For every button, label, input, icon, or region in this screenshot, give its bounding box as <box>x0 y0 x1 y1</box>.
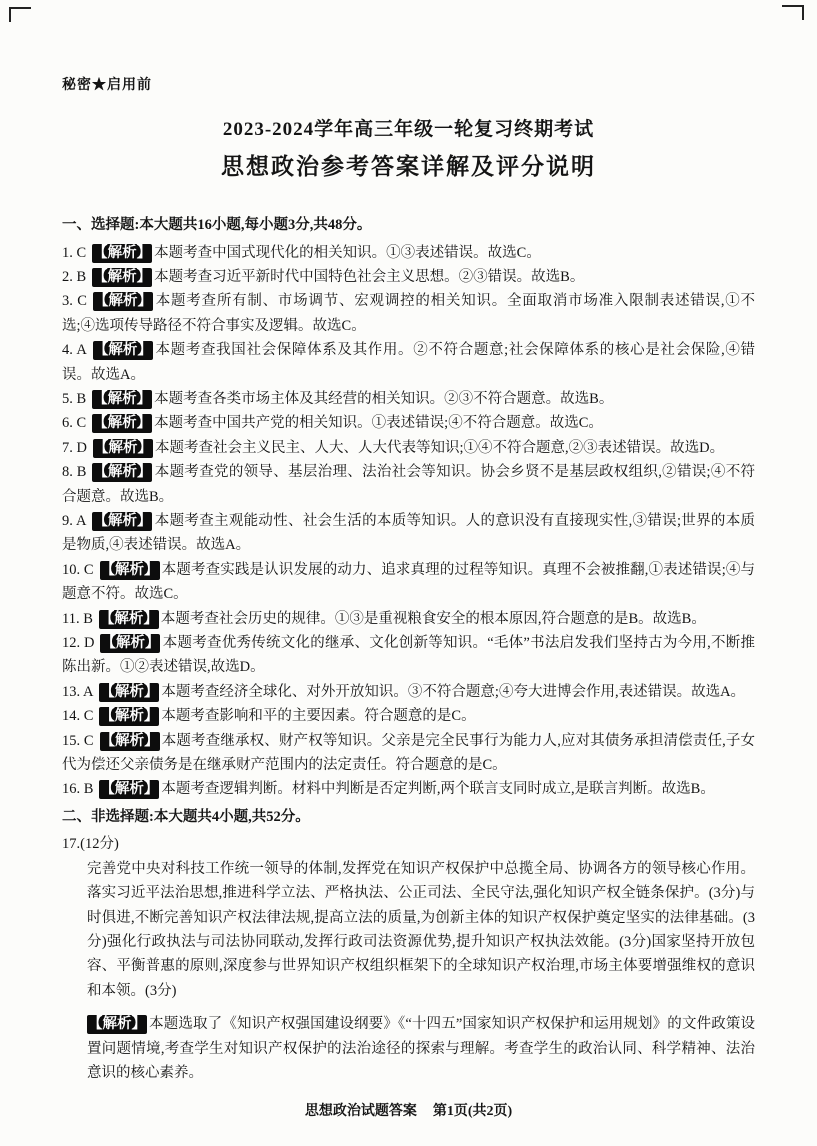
analysis-label: 【解析】 <box>93 342 152 359</box>
answer-number: 12. D <box>62 635 95 651</box>
answer-explanation: 本题考查逻辑判断。材料中判断是否定判断,两个联言支同时成立,是联言判断。故选B。 <box>161 781 715 798</box>
answer-number: 10. C <box>62 561 94 578</box>
answer-explanation: 本题考查党的领导、基层治理、法治社会等知识。协会乡贤不是基层政权组织,②错误;④不符合题意。故选B。 <box>62 464 755 505</box>
answer-item <box>62 777 755 801</box>
answer-number: 1. C <box>62 244 87 261</box>
answer-explanation: 本题考查中国共产党的相关知识。①表述错误;④不符合题意。故选C。 <box>154 415 603 432</box>
answer-number: 16. B <box>62 781 94 798</box>
footer-page-number: 第1页(共2页) <box>432 1104 513 1119</box>
question17-analysis-text: 本题选取了《知识产权强国建设纲要》《“十四五”国家知识产权保护和运用规划》的文件政策设置问题情境,考查学生对知识产权保护的法治途径的探索与理解。考查学生的政治认同、科学精神、法治意识的核心素养。 <box>87 1016 755 1081</box>
answer-explanation: 本题考查我国社会保障体系及其作用。②不符合题意;社会保障体系的核心是社会保险,④错误。故选A。 <box>62 342 756 383</box>
answer-number: 14. C <box>62 708 94 725</box>
answer-item <box>62 558 755 607</box>
answer-explanation: 本题考查主观能动性、社会生活的本质等知识。人的意识没有直接现实性,③错误;世界的本质是物质,④表述错误。故选A。 <box>62 512 755 554</box>
page-footer <box>0 1100 817 1120</box>
analysis-label: 【解析】 <box>93 244 152 261</box>
answer-number: 7. D <box>62 439 87 456</box>
answer-item <box>62 411 755 435</box>
analysis-label: 【解析】 <box>101 635 160 651</box>
analysis-label: 【解析】 <box>100 732 159 749</box>
crop-mark-top-left <box>9 7 31 22</box>
crop-mark-top-right <box>782 5 804 20</box>
question17-score: (12分) <box>80 836 119 853</box>
answer-number: 8. B <box>62 464 87 481</box>
answer-number: 9. A <box>62 512 87 529</box>
analysis-label: 【解析】 <box>100 561 159 578</box>
answer-explanation: 本题考查继承权、财产权等知识。父亲是完全民事行为能力人,应对其债务承担清偿责任,子女代为偿还父亲债务是在继承财产范围内的法定责任。符合题意的是C。 <box>62 732 756 774</box>
answer-item <box>62 631 755 680</box>
answer-explanation: 本题考查优秀传统文化的继承、文化创新等知识。“毛体”书法启发我们坚持古为今用,不断推陈出新。①②表述错误,故选D。 <box>62 635 755 676</box>
answer-item <box>62 387 755 411</box>
question17-analysis <box>87 1012 755 1085</box>
analysis-label: 【解析】 <box>100 781 159 798</box>
answer-explanation: 本题考查中国式现代化的相关知识。①③表述错误。故选C。 <box>154 244 541 261</box>
analysis-label: 【解析】 <box>93 464 152 481</box>
answer-explanation: 本题考查习近平新时代中国特色社会主义思想。②③错误。故选B。 <box>154 268 585 285</box>
analysis-label: 【解析】 <box>93 512 152 529</box>
answer-item <box>62 241 755 265</box>
analysis-label: 【解析】 <box>93 390 152 407</box>
answer-number: 6. C <box>62 415 87 432</box>
answer-explanation: 本题考查各类市场主体及其经营的相关知识。②③不符合题意。故选B。 <box>154 390 614 407</box>
question17-number: 17. <box>62 836 81 853</box>
section1-heading: 一、选择题:本大题共16小题,每小题3分,共48分。 <box>62 217 372 233</box>
answer-number: 2. B <box>62 268 87 285</box>
analysis-label: 【解析】 <box>93 439 152 456</box>
answer-item <box>62 338 755 387</box>
analysis-label: 【解析】 <box>99 610 158 627</box>
answer-item <box>62 436 755 460</box>
answer-explanation: 本题考查实践是认识发展的动力、追求真理的过程等知识。真理不会被推翻,①表述错误;④与题意不符。故选C。 <box>62 561 755 603</box>
analysis-label: 【解析】 <box>100 683 159 700</box>
answer-number: 15. C <box>62 732 94 749</box>
answer-key-title: 思想政治参考答案详解及评分说明 <box>221 154 596 179</box>
answer-number: 11. B <box>62 610 93 627</box>
answer-item <box>62 509 755 558</box>
classification-label: 秘密★启用前 <box>62 78 152 93</box>
footer-doc-title: 思想政治试题答案 <box>304 1104 417 1119</box>
analysis-label: 【解析】 <box>93 415 152 432</box>
answer-explanation: 本题考查所有制、市场调节、宏观调控的相关知识。全面取消市场准入限制表述错误,①不选;④选项传导路径不符合事实及逻辑。故选C。 <box>62 293 756 334</box>
analysis-label: 【解析】 <box>100 708 159 725</box>
exam-title: 2023-2024学年高三年级一轮复习终期考试 <box>222 119 595 140</box>
answer-item <box>62 704 755 728</box>
answer-item <box>62 607 755 631</box>
answer-explanation: 本题考查经济全球化、对外开放知识。③不符合题意;④夸大进博会作用,表述错误。故选A。 <box>161 683 746 700</box>
section2-heading: 二、非选择题:本大题共4小题,共52分。 <box>62 808 310 825</box>
answer-number: 5. B <box>62 390 87 407</box>
answer-number: 3. C <box>62 293 87 310</box>
answer-item <box>62 460 755 509</box>
answer-item <box>62 265 755 289</box>
analysis-label: 【解析】 <box>93 268 152 285</box>
answer-item <box>62 289 755 338</box>
answer-explanation: 本题考查影响和平的主要因素。符合题意的是C。 <box>161 708 476 725</box>
answer-explanation: 本题考查社会主义民主、人大、人大代表等知识;①④不符合题意,②③表述错误。故选D。 <box>154 439 725 456</box>
answer-number: 13. A <box>62 683 94 700</box>
analysis-label: 【解析】 <box>88 1016 146 1033</box>
answer-item <box>62 729 755 778</box>
answer-item <box>62 680 755 704</box>
answer-explanation: 本题考查社会历史的规律。①③是重视粮食安全的根本原因,符合题意的是B。故选B。 <box>160 610 706 627</box>
choice-answers-list <box>62 241 755 802</box>
analysis-label: 【解析】 <box>93 293 152 310</box>
answer-number: 4. A <box>62 342 87 359</box>
question17-number-line <box>62 832 755 856</box>
question17-answer: 完善党中央对科技工作统一领导的体制,发挥党在知识产权保护中总揽全局、协调各方的领导核心作用。落实习近平法治思想,推进科学立法、严格执法、公正司法、全民守法,强化知识产权全链条保护。(3分)与时俱进,不断完善知识产权法律法规,提高立法的质量,为创新主体的知识产权保护奠定坚实的法律基础。(3分)强化行政执法与司法协同联动,发挥行政司法资源优势,提升知识产权执法效能。(3分)国家坚持开放包容、平衡普惠的原则,深度参与世界知识产权组织框架下的全球知识产权治理,市场主体要增强维权的意识和本领。(3分) <box>87 860 755 999</box>
